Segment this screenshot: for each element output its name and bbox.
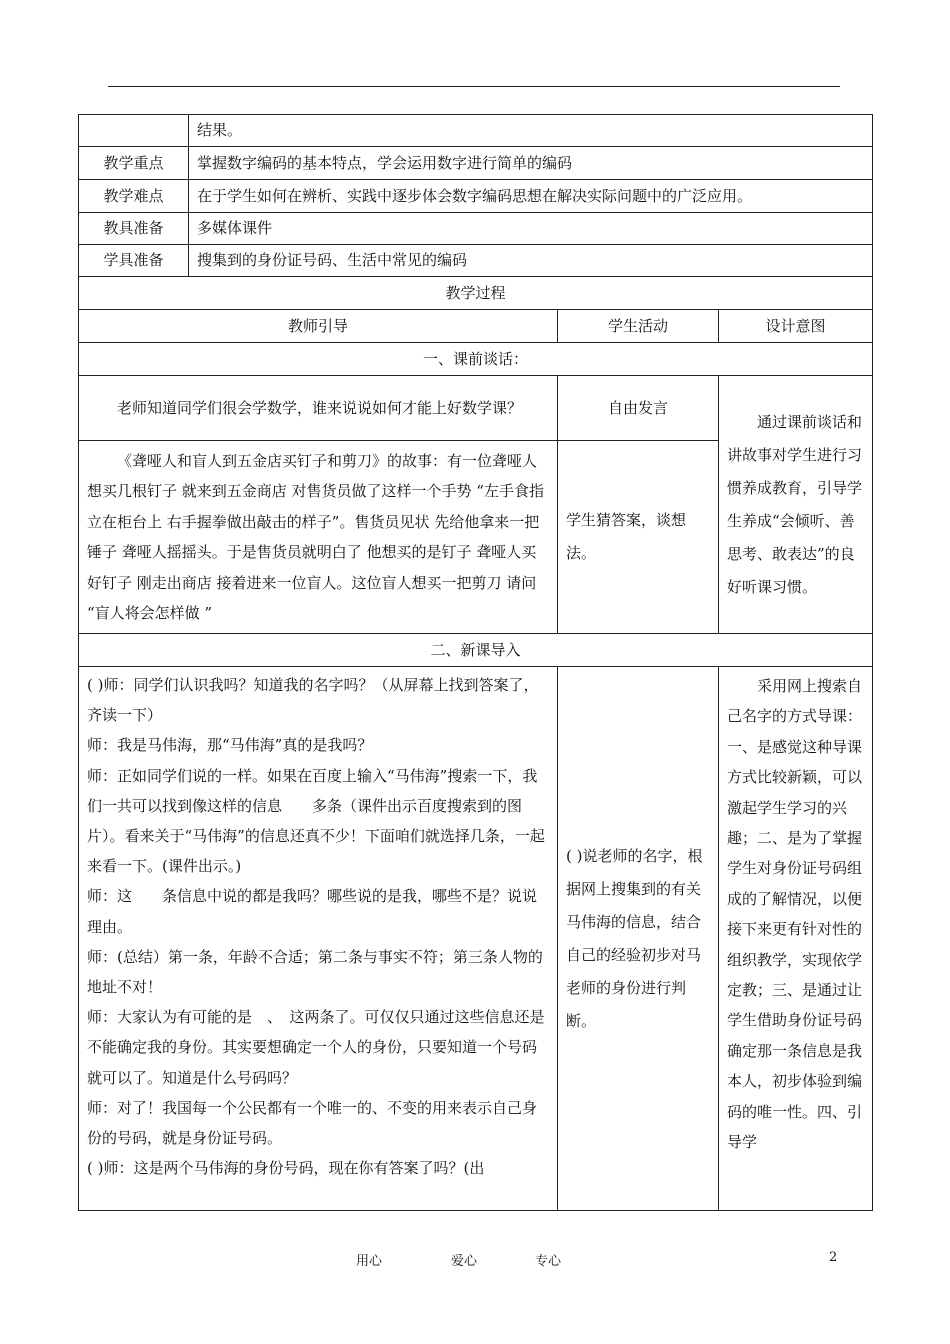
page-footer — [0, 1250, 950, 1270]
teacher-guidance-cell — [79, 667, 558, 1211]
info-row-learning-aids — [79, 245, 873, 277]
design-intent-text: 采用网上搜索自己名字的方式导课：一、是感觉这种导课方式比较新颖，可以激起学生学习的兴趣；二、是为了掌握学生对身份证号码组成的了解情况，以便接下来更有针对性的组织教学，实现依学定教；三、是通过让学生借助身份证号码确定那一条信息是我本人，初步体验到编码的唯一性。四、引导学 — [719, 667, 873, 1211]
footer-word: 专心 — [535, 1254, 562, 1269]
student-activity-text: 自由发言 — [558, 376, 719, 441]
header-rule — [108, 86, 840, 87]
info-row-teaching-aids — [79, 213, 873, 245]
info-label: 教具准备 — [79, 213, 189, 245]
info-row-difficulties — [79, 180, 873, 213]
teacher-line: 师：大家认为有可能的是 、 这两条了。可仅仅只通过这些信息还是不能确定我的身份。其实要想确定一个人的身份，只要知道一个号码就可以了。知道是什么号码吗？ — [87, 1008, 545, 1087]
footer-word: 用心 — [356, 1254, 383, 1269]
info-label — [79, 115, 189, 147]
section2-row — [79, 667, 873, 1211]
info-value: 结果。 — [189, 115, 873, 147]
teacher-line: 师：这 条信息中说的都是我吗？哪些说的是我，哪些不是？说说理由。 — [87, 887, 538, 936]
info-label: 教学重点 — [79, 147, 189, 180]
info-label: 学具准备 — [79, 245, 189, 277]
info-row-result — [79, 115, 873, 147]
column-header-student: 学生活动 — [558, 310, 719, 343]
teacher-guidance-text: 《聋哑人和盲人到五金店买钉子和剪刀》的故事：有一位聋哑人 想买几根钉子 就来到五金商店 对售货员做了这样一个手势 “左手食指立在柜台上 右手握拳做出敲击的样子”。售货员见状 先给他拿来一把锤子 聋哑人摇摇头。于是售货员就明白了 他想买的是钉子 聋哑人买好钉子 刚走出商店 接着进来一位盲人。这位盲人想买一把剪刀 请问 “盲人将会怎样做 ” — [79, 441, 558, 634]
teacher-guidance-text: 老师知道同学们很会学数学，谁来说说如何才能上好数学课？ — [79, 376, 558, 441]
section-title-row — [79, 343, 873, 376]
teacher-line: ( )师：同学们认识我吗？知道我的名字吗？（从屏幕上找到答案了，齐读一下） — [87, 676, 539, 725]
info-value: 多媒体课件 — [189, 213, 873, 245]
teacher-line: 师：我是马伟海，那“马伟海”真的是我吗？ — [87, 736, 373, 755]
column-header-row — [79, 310, 873, 343]
process-title: 教学过程 — [79, 277, 873, 310]
section-title: 二、新课导入 — [79, 634, 873, 667]
section-title: 一、课前谈话： — [79, 343, 873, 376]
section-title-row — [79, 634, 873, 667]
teacher-line: 师：正如同学们说的一样。如果在百度上输入“马伟海”搜索一下，我们一共可以找到像这样的信息 多条（课件出示百度搜索到的图片）。看来关于“马伟海”的信息还真不少！下面咱们就选择几条，一起来看一下。(课件出示。) — [87, 766, 545, 876]
section1-row-1 — [79, 376, 873, 441]
teacher-line: 师：(总结）第一条，年龄不合适；第二条与事实不符；第三条人物的地址不对！ — [87, 947, 543, 997]
info-row-key-points — [79, 147, 873, 180]
info-value: 掌握数字编码的基本特点，学会运用数字进行简单的编码 — [189, 147, 873, 180]
teacher-line: ( )师：这是两个马伟海的身份号码，现在你有答案了吗？(出 — [87, 1159, 485, 1178]
lesson-plan-table — [78, 114, 873, 1211]
process-title-row — [79, 277, 873, 310]
student-activity-text: 学生猜答案，谈想法。 — [558, 441, 719, 634]
column-header-design: 设计意图 — [719, 310, 873, 343]
footer-word: 爱心 — [451, 1254, 478, 1269]
info-label: 教学难点 — [79, 180, 189, 213]
teacher-line: 师：对了！我国每一个公民都有一个唯一的、不变的用来表示自己身份的号码，就是身份证号码。 — [87, 1098, 538, 1148]
student-activity-text: ( )说老师的名字，根据网上搜集到的有关马伟海的信息，结合自己的经验初步对马老师的身份进行判断。 — [558, 667, 719, 1211]
info-value: 搜集到的身份证号码、生活中常见的编码 — [189, 245, 873, 277]
info-value: 在于学生如何在辨析、实践中逐步体会数字编码思想在解决实际问题中的广泛应用。 — [189, 180, 873, 213]
column-header-teacher: 教师引导 — [79, 310, 558, 343]
page-number: 2 — [829, 1250, 838, 1265]
design-intent-text: 通过课前谈话和讲故事对学生进行习惯养成教育，引导学生养成“会倾听、善思考、敢表达”的良好听课习惯。 — [719, 376, 873, 634]
